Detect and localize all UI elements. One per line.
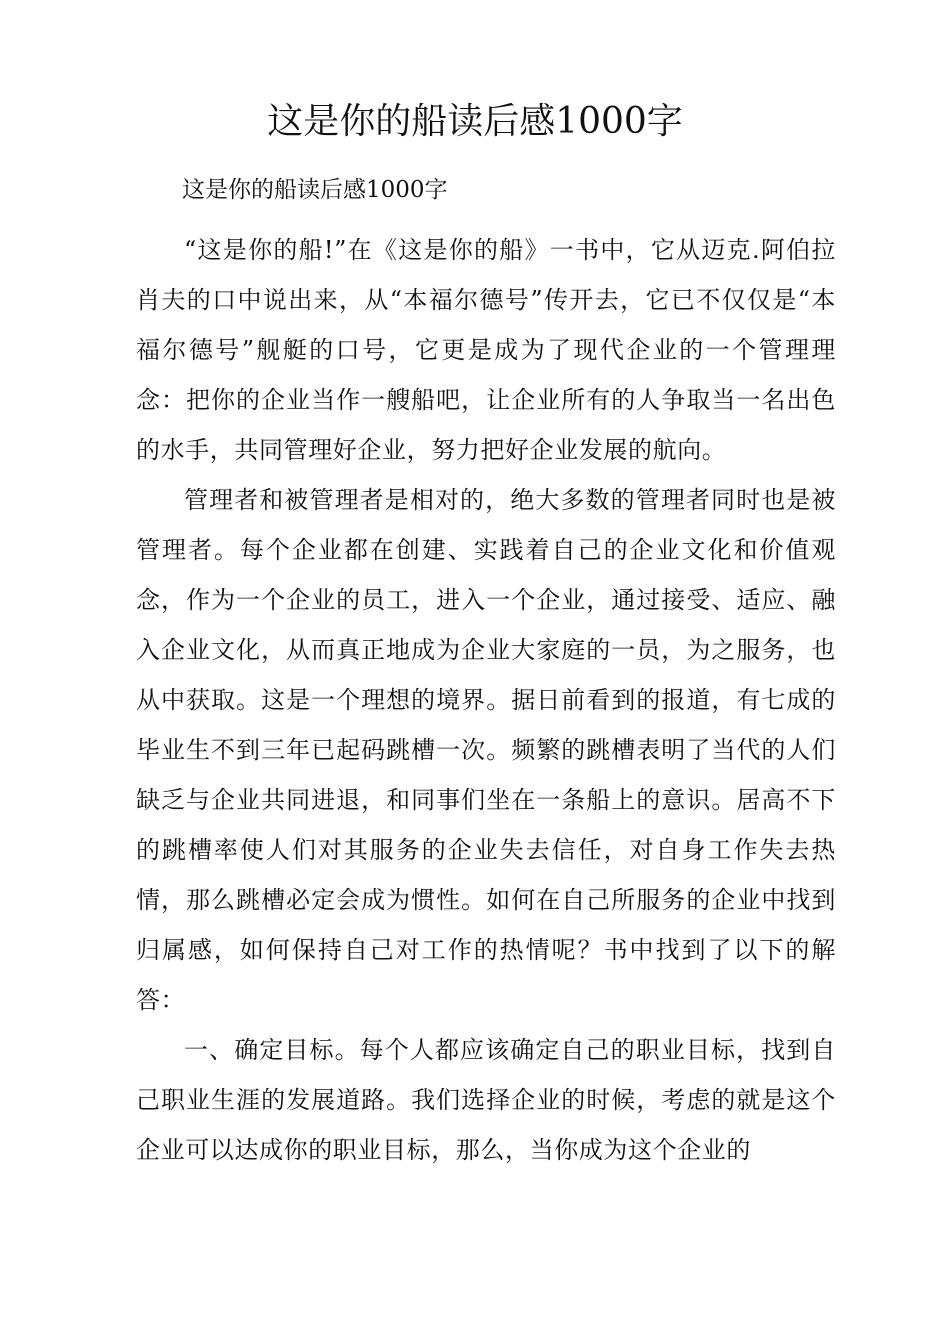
- document-body: [136, 225, 836, 1175]
- paragraph: 管理者和被管理者是相对的，绝大多数的管理者同时也是被管理者。每个企业都在创建、实践着自己的企业文化和价值观念，作为一个企业的员工，进入一个企业，通过接受、适应、融入企业文化，从而真正地成为企业大家庭的一员，为之服务，也从中获取。这是一个理想的境界。据日前看到的报道，有七成的毕业生不到三年已起码跳槽一次。频繁的跳槽表明了当代的人们缺乏与企业共同进退，和同事们坐在一条船上的意识。居高不下的跳槽率使人们对其服务的企业失去信任，对自身工作失去热情，那么跳槽必定会成为惯性。如何在自己所服务的企业中找到归属感，如何保持自己对工作的热情呢？书中找到了以下的解答：: [136, 486, 836, 1014]
- paragraph: “这是你的船!”在《这是你的船》一书中，它从迈克.阿伯拉肖夫的口中说出来，从“本福尔德号”传开去，它已不仅仅是“本福尔德号”舰艇的口号，它更是成为了现代企业的一个管理理念：把你的企业当作一艘船吧，让企业所有的人争取当一名出色的水手，共同管理好企业，努力把好企业发展的航向。: [136, 236, 836, 464]
- document-subtitle: 这是你的船读后感1000字: [182, 177, 448, 203]
- paragraph: 一、确定目标。每个人都应该确定自己的职业目标，找到自己职业生涯的发展道路。我们选择企业的时候，考虑的就是这个企业可以达成你的职业目标，那么，当你成为这个企业的: [136, 1036, 836, 1164]
- document-title: 这是你的船读后感1000字: [267, 101, 683, 142]
